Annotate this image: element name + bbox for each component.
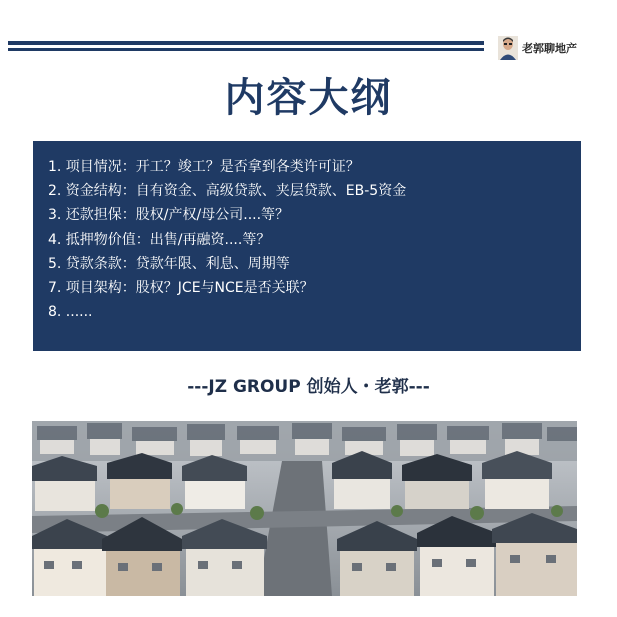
outline-item: 8. ...... [48,304,93,321]
brand-label: 老郭聊地产 [522,42,577,55]
page-title: 内容大纲 [224,75,393,121]
outline-item: 7. 项目架构：股权？JCE与NCE是否关联？ [48,280,314,297]
header-stripe-top [8,41,484,45]
person-avatar-icon [498,36,518,60]
outline-item: 1. 项目情况：开工？竣工？是否拿到各类许可证？ [48,159,360,175]
outline-item: 5. 贷款条款：贷款年限、利息、周期等 [48,255,290,272]
founder-caption: ---JZ GROUP 创始人・老郭--- [187,377,430,397]
neighborhood-photo [32,421,577,596]
header-stripe-bottom [8,48,484,51]
brand-badge [498,35,577,61]
outline-item: 3. 还款担保：股权/产权/母公司....等？ [48,207,290,224]
aerial-neighborhood-illustration [32,421,577,596]
outline-item: 2. 资金结构：自有资金、高级贷款、夹层贷款、EB-5资金 [48,183,407,200]
outline-panel [33,141,581,351]
outline-item: 4. 抵押物价值：出售/再融资....等？ [48,231,271,248]
